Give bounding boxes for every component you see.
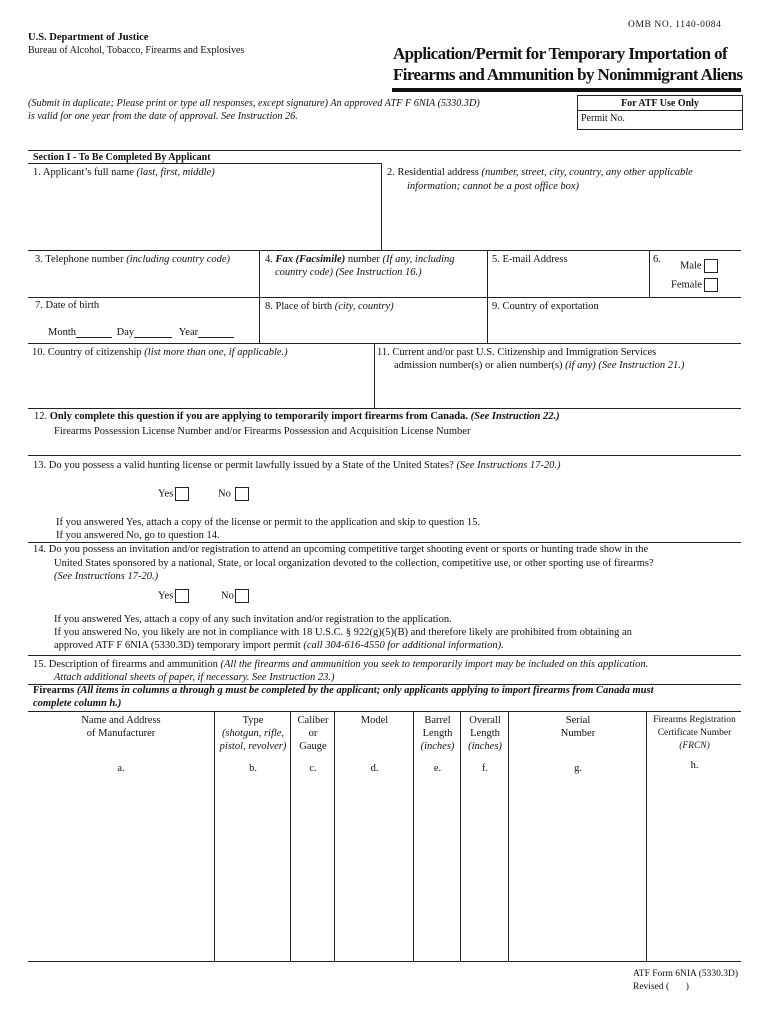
column-header: [509, 714, 647, 740]
column-header-line: Model: [360, 715, 389, 726]
q14-no-checkbox[interactable]: [235, 589, 249, 603]
q15-hint2: Attach additional sheets of paper, if necessary. See Instruction 23.): [54, 672, 335, 683]
female-option[interactable]: [671, 278, 718, 292]
column-letter: c.: [309, 763, 317, 774]
q6-number: 6.: [653, 254, 661, 265]
q12-number: 12.: [34, 411, 50, 422]
q4-bold: Fax (Facsimile): [275, 254, 346, 265]
column-header-line: (shotgun, rifle,: [221, 728, 285, 739]
q13-note1: If you answered Yes, attach a copy of the license or permit to the application and skip to question 15.: [56, 517, 480, 528]
atf-use-box: [577, 95, 743, 130]
q2-hint2: information; cannot be a post office box): [407, 181, 580, 192]
column-header-line: (inches): [468, 741, 502, 752]
q14-note3b: (call 304-616-4550 for additional information).: [303, 640, 504, 651]
bureau-name: Bureau of Alcohol, Tobacco, Firearms and Explosives: [28, 45, 245, 56]
q8-label: 8. Place of birth: [265, 301, 335, 312]
admission-number-field[interactable]: [375, 344, 741, 406]
column-letter: e.: [433, 763, 442, 774]
female-label: Female: [671, 279, 702, 291]
q11-line1: 11. Current and/or past U.S. Citizenship and Immigration Services: [377, 347, 657, 358]
q8-hint: (city, country): [334, 301, 394, 312]
intro-line1: (Submit in duplicate; Please print or type all responses, except signature) An approved ATF F 6NIA (5330.3D): [28, 98, 480, 109]
telephone-number-field[interactable]: [28, 251, 258, 296]
q1-hint: (last, first, middle): [136, 167, 215, 178]
q14-note3a: approved ATF F 6NIA (5330.3D) temporary import permit: [54, 640, 304, 651]
column-header-line: of Manufacturer: [86, 728, 156, 739]
department-name: U.S. Department of Justice: [28, 32, 149, 43]
column-d[interactable]: [334, 711, 414, 961]
q4-hint2: country code) (See Instruction 16.): [275, 267, 422, 278]
column-letter: h.: [690, 760, 699, 771]
applicant-full-name-field[interactable]: [28, 164, 380, 249]
day-input[interactable]: [134, 327, 172, 338]
column-header-line: Length: [470, 728, 500, 739]
column-header-line: (inches): [420, 741, 455, 752]
q3-label: 3. Telephone number: [35, 254, 127, 265]
q14-line3: (See Instructions 17-20.): [54, 571, 159, 582]
column-c[interactable]: [290, 711, 335, 961]
q4-after: number: [345, 254, 383, 265]
column-letter: d.: [370, 763, 379, 774]
column-header-line: Overall: [469, 715, 501, 726]
form-number: ATF Form 6NIA (5330.3D): [633, 969, 739, 979]
q15-label: 15. Description of firearms and ammunition: [33, 659, 221, 670]
date-of-birth-fields: [48, 327, 234, 338]
column-header-line: Serial: [565, 715, 591, 726]
fax-number-field[interactable]: [260, 251, 486, 296]
q4-hint1: (If any, including: [382, 254, 455, 265]
q14-no-option[interactable]: [221, 589, 249, 603]
header-rule: [392, 88, 741, 92]
q14-note2: If you answered No, you likely are not in compliance with 18 U.S.C. § 922(g)(5)(B) and therefore likely are prohibited from obtaining an: [54, 627, 632, 638]
firearms-hint2: complete column h.): [33, 698, 122, 709]
residential-address-field[interactable]: [382, 164, 741, 249]
q12-line2: Firearms Possession License Number and/or Firearms Possession and Acquisition License Number: [54, 426, 471, 437]
q13-yes-option[interactable]: [158, 487, 189, 501]
column-header-line: pistol, revolver): [219, 741, 287, 752]
place-of-birth-field[interactable]: [260, 298, 486, 342]
country-of-citizenship-field[interactable]: [28, 344, 373, 406]
q11-line2b: (if any) (See Instruction 21.): [565, 360, 685, 371]
year-label: Year: [178, 327, 199, 338]
q13-yes-checkbox[interactable]: [175, 487, 189, 501]
q13-label: 13. Do you possess a valid hunting license or permit lawfully issued by a State of the United States?: [33, 460, 457, 471]
column-header-line: Gauge: [299, 741, 327, 752]
column-header: [291, 714, 335, 753]
female-checkbox[interactable]: [704, 278, 718, 292]
section1-title: Section I - To Be Completed By Applicant: [33, 152, 211, 163]
column-letter: f.: [481, 763, 489, 774]
form-title-line2: Firearms and Ammunition by Nonimmigrant Aliens: [393, 65, 743, 84]
year-input[interactable]: [198, 327, 234, 338]
column-header-line: Caliber: [297, 715, 329, 726]
column-letter: a.: [117, 763, 125, 774]
omb-number: OMB NO. 1140-0084: [628, 20, 722, 30]
country-of-exportation-field[interactable]: [488, 298, 741, 342]
firearms-license-number-field[interactable]: [28, 409, 741, 454]
q2-label: 2. Residential address: [387, 167, 482, 178]
q14-line1: 14. Do you possess an invitation and/or registration to attend an upcoming competitive target shooting event or sports or hunting trade show in the: [33, 544, 649, 555]
q14-line2: United States sponsored by a national, State, or local organization devoted to the collection, competitive use, or other sporting use of firearms?: [54, 558, 654, 569]
column-letter: b.: [249, 763, 257, 774]
q5-label: 5. E-mail Address: [492, 254, 568, 265]
q10-label: 10. Country of citizenship: [32, 347, 145, 358]
intro-line2: is valid for one year from the date of approval. See Instruction 26.: [28, 111, 298, 122]
q7-label: 7. Date of birth: [35, 300, 100, 311]
q13-no-checkbox[interactable]: [235, 487, 249, 501]
male-checkbox[interactable]: [704, 259, 718, 273]
column-header-line: (FRCN): [679, 741, 710, 751]
q15-hint1: (All the firearms and ammunition you seek to temporarily import may be included on this application.: [220, 659, 649, 670]
column-f[interactable]: [460, 711, 509, 961]
male-option[interactable]: [680, 259, 718, 273]
q13-reference: (See Instructions 17-20.): [456, 460, 561, 471]
month-label: Month: [48, 327, 77, 338]
column-header-line: Barrel: [424, 715, 451, 726]
q14-yes-option[interactable]: [158, 589, 189, 603]
q13-yes-label: Yes: [158, 488, 174, 500]
q13-note2: If you answered No, go to question 14.: [56, 530, 220, 541]
permit-no-label: Permit No.: [581, 113, 625, 124]
column-header-line: Firearms Registration: [653, 715, 736, 725]
column-header-line: Length: [422, 728, 453, 739]
q9-label: 9. Country of exportation: [492, 301, 599, 312]
month-input[interactable]: [76, 327, 112, 338]
firearms-heading: Firearms: [33, 685, 77, 696]
q11-line2a: admission number(s) or alien number(s): [394, 360, 566, 371]
email-address-field[interactable]: [488, 251, 648, 296]
column-a[interactable]: [28, 711, 214, 961]
q14-yes-checkbox[interactable]: [175, 589, 189, 603]
firearms-table: [28, 711, 741, 961]
column-header: [28, 714, 214, 740]
q13-no-option[interactable]: [218, 487, 249, 501]
q13-no-label: No: [218, 488, 231, 500]
q10-hint: (list more than one, if applicable.): [144, 347, 288, 358]
q3-hint: (including country code): [126, 254, 231, 265]
q12-reference: (See Instruction 22.): [467, 411, 560, 422]
atf-use-label: For ATF Use Only: [621, 98, 699, 109]
column-header-line: Name and Address: [81, 715, 161, 726]
q2-hint1: (number, street, city, country, any other applicable: [481, 167, 693, 178]
firearms-hint1: (All items in columns a through g must be completed by the applicant; only applicants applying to import firearms from Canada must: [76, 685, 654, 696]
q1-label: 1. Applicant’s full name: [33, 167, 137, 178]
q12-instruction: Only complete this question if you are applying to temporarily import firearms from Canada.: [49, 411, 468, 422]
column-header: [414, 714, 461, 753]
q14-yes-label: Yes: [158, 590, 174, 602]
column-e[interactable]: [413, 711, 461, 961]
q14-note1: If you answered Yes, attach a copy of any such invitation and/or registration to the application.: [54, 614, 452, 625]
column-b[interactable]: [214, 711, 291, 961]
column-letter: g.: [574, 763, 582, 774]
column-header: [647, 714, 742, 753]
column-g[interactable]: [508, 711, 647, 961]
q14-no-label: No: [221, 590, 234, 602]
column-header: [461, 714, 509, 753]
column-h[interactable]: [646, 711, 742, 961]
column-header: [335, 714, 414, 727]
column-header-line: Type: [242, 715, 264, 726]
q4-label: 4.: [265, 254, 276, 265]
column-header-line: or: [308, 728, 318, 739]
day-label: Day: [116, 327, 135, 338]
male-label: Male: [680, 260, 702, 272]
column-header-line: Certificate Number: [657, 728, 732, 738]
revised-date: Revised ( ): [633, 982, 689, 992]
form-title-line1: Application/Permit for Temporary Importation of: [393, 44, 728, 63]
column-header-line: Number: [560, 728, 596, 739]
column-header: [215, 714, 291, 753]
